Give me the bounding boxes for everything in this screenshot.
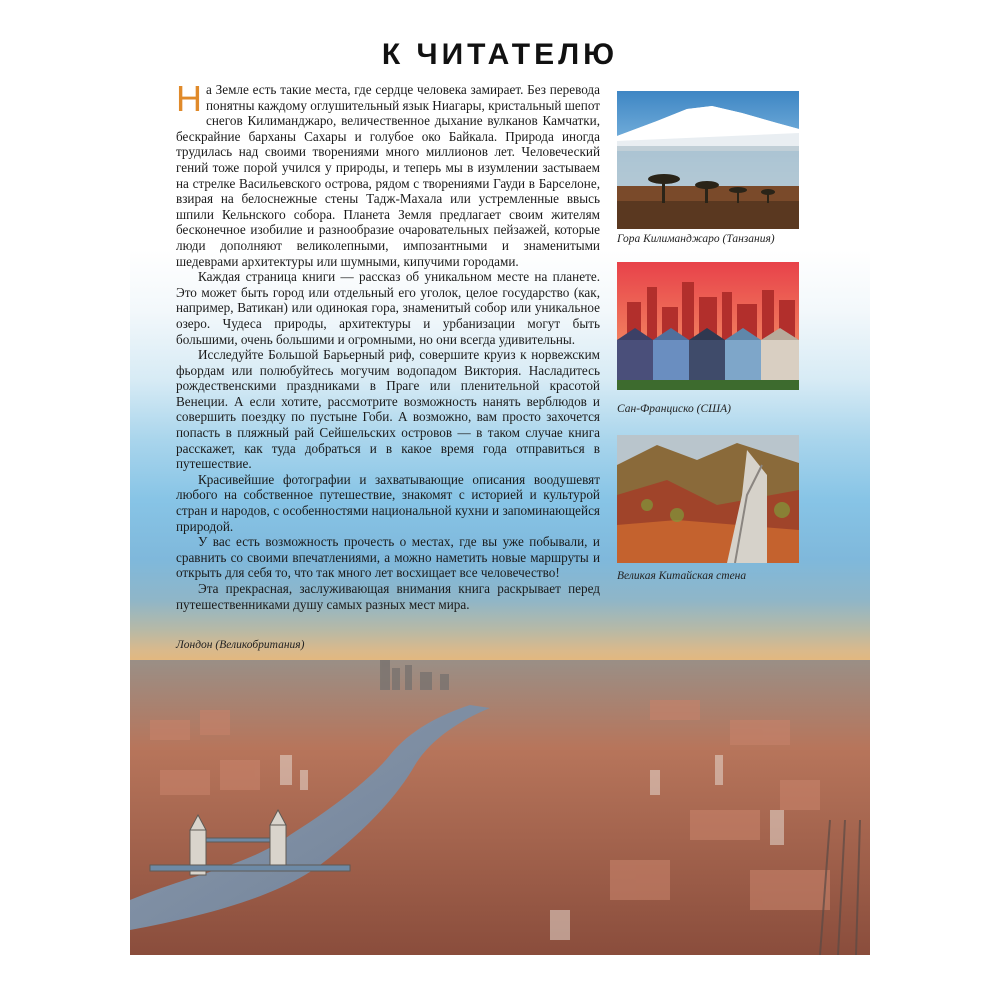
san-francisco-photo bbox=[617, 262, 799, 390]
paragraph-1 bbox=[176, 78, 600, 269]
book-page bbox=[130, 0, 870, 955]
paragraph-1-text: а Земле есть такие места, где сердце человека замирает. Без перевода понятны каждому оглушительный язык Ниагары, кристальный шепот снегов Килиманджаро, величественное дыхание вулканов Камчатки, бескрайние барханы Сахары и голубое око Байкала. Природа иногда трудилась над своими творениями много миллионов лет. Человеческий гений тоже порой учился у природы, и теперь мы в изумлении застываем на стрелке Васильевского острова, рядом с творениями Гауди в Барселоне, взирая на белоснежные стены Тадж-Махала или устремленные ввысь шпили Кельнского собора. Планета Земля предлагает своим жителям бесконечное изобилие и разнообразие очаровательных пейзажей, которые люди дополняют великолепными, импозантными и знаменитыми шедеврами архитектуры или шумными, кипучими городами. bbox=[176, 82, 600, 269]
body-text bbox=[176, 78, 600, 612]
kilimanjaro-photo bbox=[617, 91, 799, 229]
london-cityscape bbox=[130, 660, 870, 955]
page-title: К ЧИТАТЕЛЮ bbox=[381, 38, 619, 71]
paragraph-4: Красивейшие фотографии и захватывающие описания воодушевят любого на собственное путешествие, знакомят с историей и культурой стран и народов, с особенностями национальной кухни и запоминающейся природой. bbox=[176, 471, 600, 534]
london-city-svg bbox=[130, 660, 870, 955]
london-caption: Лондон (Великобритания) bbox=[176, 639, 305, 651]
san-francisco-caption: Сан-Франциско (США) bbox=[617, 403, 732, 415]
paragraph-3: Исследуйте Большой Барьерный риф, совершите круиз к норвежским фьордам или полюбуйтесь могучим водопадом Виктория. Насладитесь рождественскими праздниками в Праге или пленительной красотой Венеции. А если хотите, рассмотрите возможность нанять верблюдов и совершить поездку по пустыне Гоби. А возможно, вам просто захочется попасть в пляжный рай Сейшельских островов — в таком случае книга расскажет, как туда добраться и в какое время года отправиться в путешествие. bbox=[176, 347, 600, 472]
paragraph-6: Эта прекрасная, заслуживающая внимания книга раскрывает перед путешественниками душу самых разных мест мира. bbox=[176, 581, 600, 612]
great-wall-photo bbox=[617, 435, 799, 563]
paragraph-2: Каждая страница книги — рассказ об уникальном месте на планете. Это может быть город или отдельный его уголок, целое государство (как, например, Ватикан) или одинокая гора, знаменитый собор или уникальное озеро. Чудеса природы, архитектуры и урбанизации могут быть большими, очень большими и огромными, но они всегда удивительны. bbox=[176, 269, 600, 347]
kilimanjaro-caption: Гора Килиманджаро (Танзания) bbox=[617, 233, 775, 245]
paragraph-5: У вас есть возможность прочесть о местах, где вы уже побывали, и сравнить со своими впечатлениями, а можно наметить новые маршруты и открыть для себя то, что так много лет восхищает все человечество! bbox=[176, 534, 600, 581]
drop-cap: Н bbox=[176, 78, 202, 119]
great-wall-caption: Великая Китайская стена bbox=[617, 570, 747, 582]
